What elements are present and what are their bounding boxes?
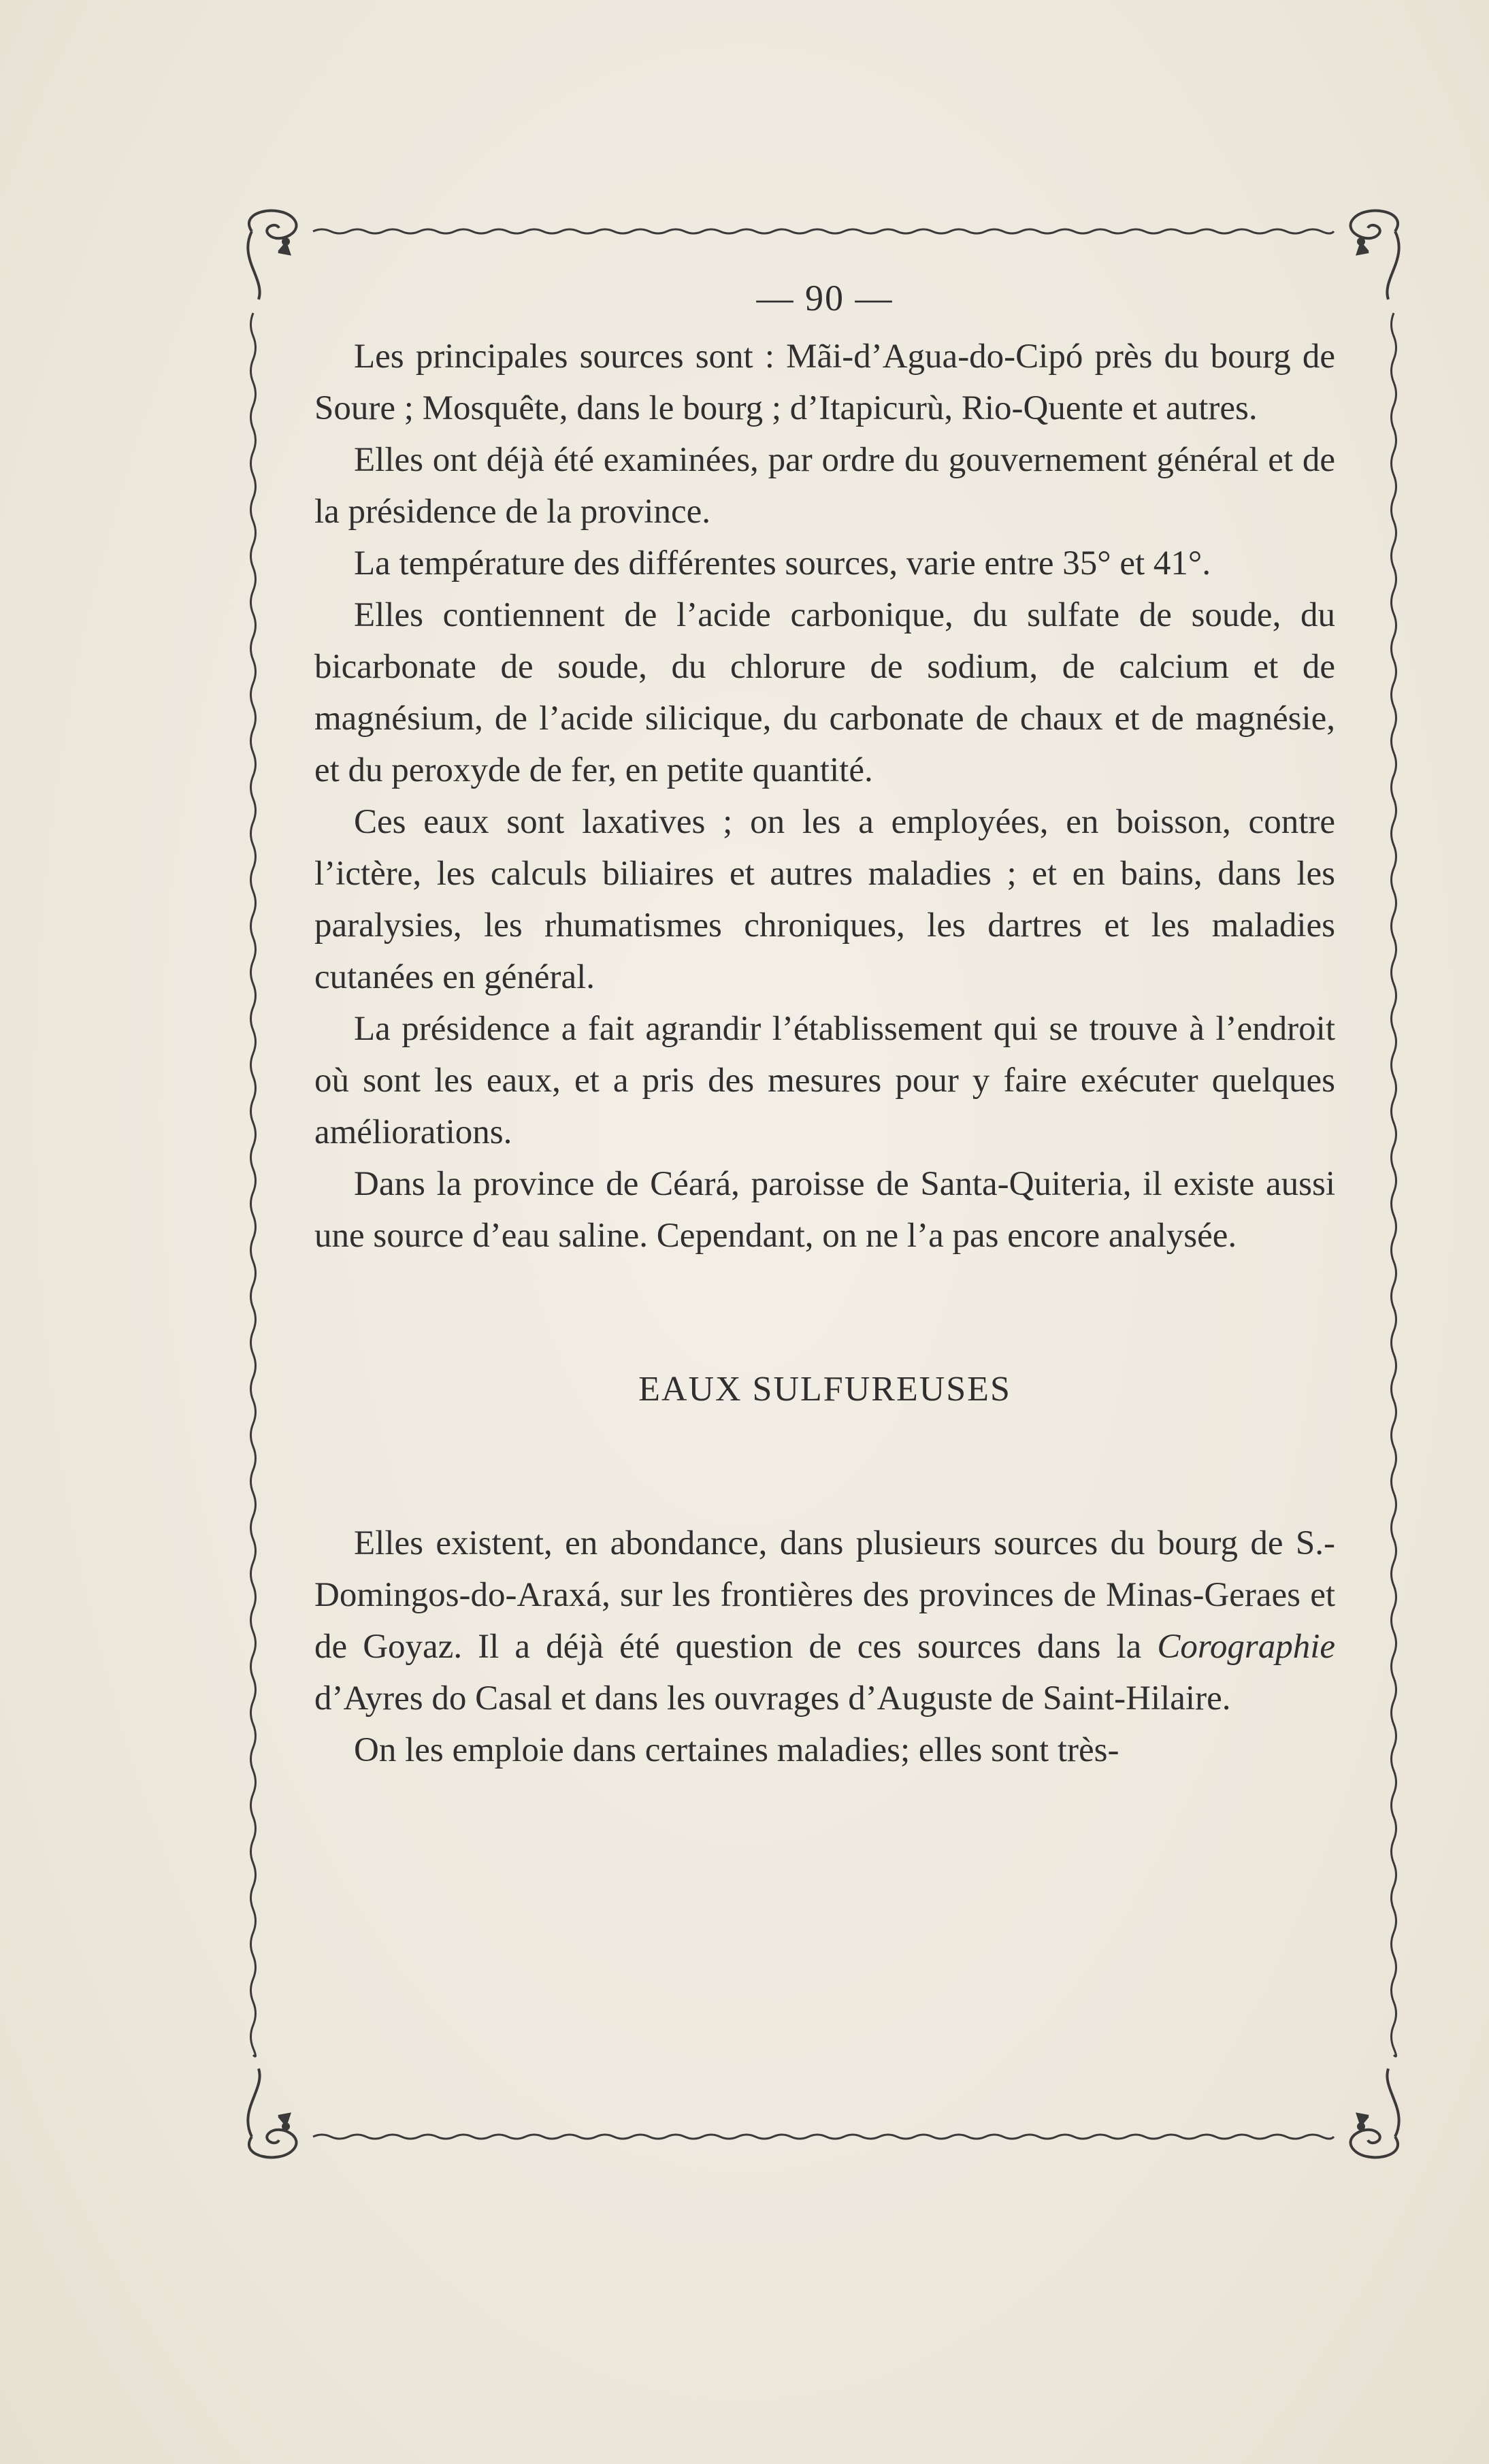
text-run: d’Ayres do Casal et dans les ouvrages d’Auguste de Saint-Hilaire. (314, 1679, 1231, 1718)
corner-flourish-top-right (1351, 211, 1399, 299)
corner-flourish-top-left (248, 211, 296, 299)
paragraph: Dans la province de Céará, paroisse de Santa-Quiteria, il existe aussi une source d’eau saline. Cependant, on ne l’a pas encore analysée. (314, 1165, 1335, 1255)
left-wave-line (251, 313, 256, 2056)
paragraph (314, 1517, 1335, 1724)
paragraph: Ces eaux sont laxatives ; on les a employées, en boisson, contre l’ictère, les calculs biliaires et autres maladies ; et en bains, dans les paralysies, les rhumatismes chroniques, les dartres et les maladies cutanées en général. (314, 803, 1335, 996)
paragraph: Les principales sources sont : Mãi-d’Agua-do-Cipó près du bourg de Soure ; Mosquête, dans le bourg ; d’Itapicurù, Rio-Quente et autres. (314, 338, 1335, 427)
section-heading: EAUX SULFUREUSES (638, 1370, 1011, 1409)
paragraph: La présidence a fait agrandir l’établissement qui se trouve à l’endroit où sont les eaux, et a pris des mesures pour y faire exécuter quelques améliorations. (314, 1010, 1335, 1151)
paragraph: Elles contiennent de l’acide carbonique, du sulfate de soude, du bicarbonate de soude, du chlorure de sodium, de calcium et de magnésium, de l’acide silicique, du carbonate de chaux et de magnésie, et du peroxyde de fer, en petite quantité. (314, 596, 1335, 789)
page-text (314, 272, 1335, 1776)
right-wave-line (1392, 313, 1396, 2056)
paragraph: Elles ont déjà été examinées, par ordre du gouvernement général et de la présidence de la province. (314, 441, 1335, 531)
page-number: — 90 — (756, 278, 894, 318)
text-run: Elles existent, en abondance, dans plusieurs sources du bourg de S.-Domingos-do-Araxá, sur les frontières des provinces de Minas-Geraes et de Goyaz. Il a déjà été question de ces sources dans la (314, 1524, 1335, 1666)
paragraph: On les emploie dans certaines maladies; elles sont très- (354, 1731, 1119, 1769)
corner-flourish-bottom-left (248, 2069, 296, 2157)
book-title: Corographie (1157, 1628, 1335, 1666)
bottom-wave-line (313, 2135, 1334, 2139)
top-wave-line (313, 229, 1334, 233)
paragraph: La température des différentes sources, varie entre 35° et 41°. (354, 544, 1211, 582)
corner-flourish-bottom-right (1351, 2069, 1399, 2157)
